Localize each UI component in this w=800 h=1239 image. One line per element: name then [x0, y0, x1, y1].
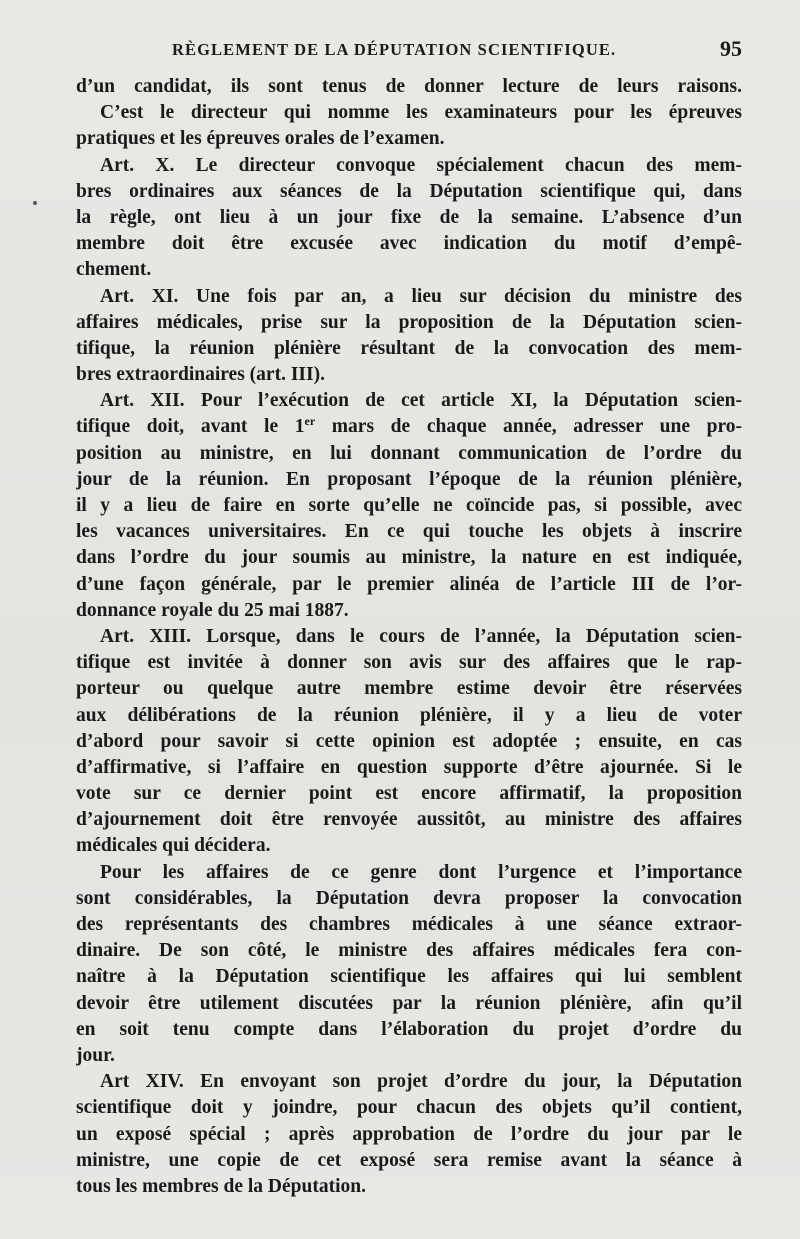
- text-line: d’ajournement doit être renvoyée aussitôt, au ministre des affaires: [76, 809, 742, 831]
- text-line: scientifique doit y joindre, pour chacun des objets qu’il contient,: [76, 1097, 742, 1119]
- text-line: C’est le directeur qui nomme les examinateurs pour les épreuves: [100, 102, 742, 124]
- text-line: aux délibérations de la réunion plénière, il y a lieu de voter: [76, 704, 742, 726]
- text-line: médicales qui décidera.: [76, 835, 271, 857]
- text-line: tifique est invitée à donner son avis sur des affaires que le rap-: [76, 652, 742, 674]
- text-line: Art. XI. Une fois par an, a lieu sur décision du ministre des: [100, 285, 742, 307]
- text-line: Pour les affaires de ce genre dont l’urgence et l’importance: [100, 861, 742, 883]
- text-line: en soit tenu compte dans l’élaboration du projet d’ordre du: [76, 1018, 742, 1040]
- text-line: d’affirmative, si l’affaire en question supporte d’être ajournée. Si le: [76, 756, 742, 778]
- text-line: devoir être utilement discutées par la réunion plénière, afin qu’il: [76, 992, 742, 1014]
- text-line: Art. XIII. Lorsque, dans le cours de l’année, la Députation scien-: [100, 625, 742, 647]
- running-head: [76, 36, 742, 66]
- text-line: des représentants des chambres médicales à une séance extraor-: [76, 914, 742, 935]
- text-line: affaires médicales, prise sur la proposition de la Députation scien-: [76, 311, 742, 333]
- text-line: sont considérables, la Députation devra proposer la convocation: [76, 887, 742, 909]
- text-line: Art. X. Le directeur convoque spécialement chacun des mem-: [100, 154, 742, 176]
- text-line: tifique, la réunion plénière résultant de la convocation des mem-: [76, 337, 742, 359]
- text-line: vote sur ce dernier point est encore affirmatif, la proposition: [76, 783, 742, 805]
- text-line: Art XIV. En envoyant son projet d’ordre du jour, la Députation: [100, 1071, 742, 1093]
- line-part: mars de chaque année, adresser une pro-: [315, 416, 742, 438]
- line-part: tifique doit, avant le 1: [76, 416, 305, 438]
- text-line: la règle, ont lieu à un jour fixe de la semaine. L’absence d’un: [76, 206, 742, 228]
- text-line: les vacances universitaires. En ce qui touche les objets à inscrire: [76, 521, 742, 543]
- text-line: d’abord pour savoir si cette opinion est adoptée ; ensuite, en cas: [76, 730, 742, 752]
- text-line: Art. XII. Pour l’exécution de cet article XI, la Députation scien-: [100, 390, 742, 412]
- page-number: 95: [720, 36, 742, 61]
- text-line: donnance royale du 25 mai 1887.: [76, 599, 349, 621]
- text-line: position au ministre, en lui donnant communication de l’ordre du: [76, 442, 742, 464]
- text-line: d’un candidat, ils sont tenus de donner lecture de leurs raisons.: [76, 76, 742, 97]
- text-line: dans l’ordre du jour soumis au ministre, la nature en est indiquée,: [76, 547, 742, 569]
- text-line: pratiques et les épreuves orales de l’examen.: [76, 128, 445, 150]
- text-line: naître à la Députation scientifique les affaires qui lui semblent: [76, 966, 742, 988]
- margin-speck: [33, 201, 37, 205]
- running-title: RÈGLEMENT DE LA DÉPUTATION SCIENTIFIQUE.: [172, 40, 617, 59]
- text-line: jour de la réunion. En proposant l’époque de la réunion plénière,: [76, 468, 742, 490]
- text-line: porteur ou quelque autre membre estime devoir être réservées: [76, 678, 742, 700]
- text-line-with-superscript: [76, 414, 742, 440]
- ordinal-superscript: er: [304, 414, 316, 429]
- text-line: chement.: [76, 259, 152, 281]
- text-line: jour.: [76, 1044, 115, 1066]
- text-line: membre doit être excusée avec indication du motif d’empê-: [76, 233, 742, 255]
- text-line: un exposé spécial ; après approbation de l’ordre du jour par le: [76, 1123, 742, 1145]
- text-line: ministre, une copie de cet exposé sera remise avant la séance à: [76, 1149, 742, 1171]
- text-line: bres extraordinaires (art. III).: [76, 364, 325, 386]
- text-line: d’une façon générale, par le premier alinéa de l’article III de l’or-: [76, 573, 742, 595]
- text-line: dinaire. De son côté, le ministre des affaires médicales fera con-: [76, 940, 742, 962]
- text-line: il y a lieu de faire en sorte qu’elle ne coïncide pas, si possible, avec: [76, 495, 742, 516]
- text-line: bres ordinaires aux séances de la Députation scientifique qui, dans: [76, 180, 742, 202]
- body-text: [76, 74, 742, 1200]
- text-line: tous les membres de la Députation.: [76, 1175, 366, 1197]
